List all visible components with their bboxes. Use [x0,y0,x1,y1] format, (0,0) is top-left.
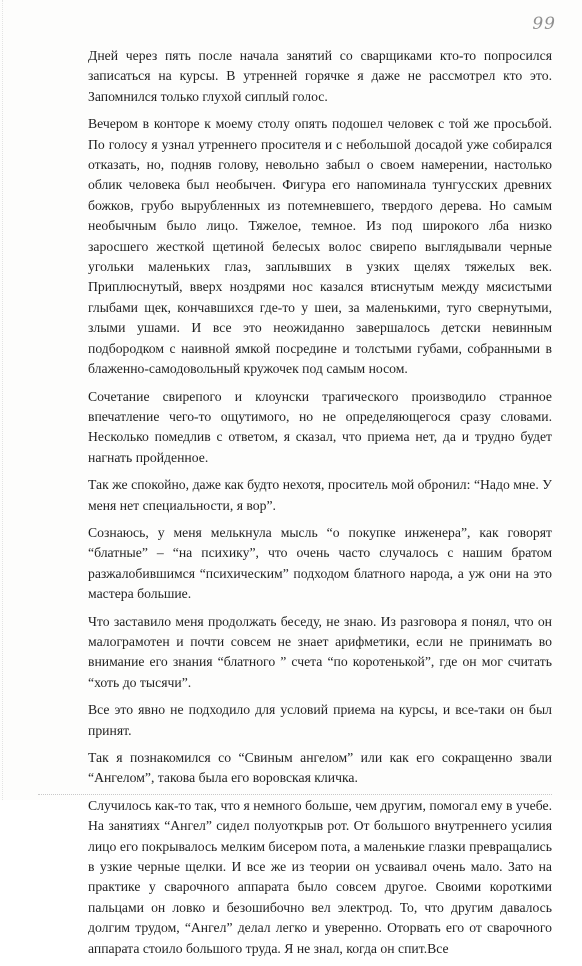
scan-edge-artifact [2,0,4,800]
document-body [88,46,552,966]
scan-bottom-edge [38,794,552,795]
paragraph-8: Так я познакомился со “Свиным ангелом” или как его сокращенно звали “Ангелом”, такова была его воровская кличка. [88,750,552,786]
paragraph-6: Что заставило меня продолжать беседу, не знаю. Из разговора я понял, что он малограмотен и почти совсем не знает арифметики, если не принимать во внимание его знания “блатного ” счета “по коротенькой”, где он мог считать “хоть до тысячи”. [88,613,552,690]
paragraph-7: Все это явно не подходило для условий приема на курсы, и все-таки он был принят. [88,702,552,738]
paragraph-4: Так же спокойно, даже как будто нехотя, проситель мой обронил: “Надо мне. У меня нет специальности, я вор”. [88,477,552,513]
page-number: 99 [532,14,556,34]
paragraph-9: Случилось как-то так, что я немного больше, чем другим, помогал ему в учебе. На занятиях “Ангел” сидел полуоткрыв рот. От большого внутреннего усилия лицо его покрывалось мелким бисером пота, а маленькие глазки превращались в узкие черные щелки. И все же из теории он усваивал очень мало. Зато на практике у сварочного аппарата было совсем другое. Своими короткими пальцами он ловко и безошибочно вел электрод. То, что другим давалось долгим трудом, “Ангел” делал легко и уверенно. Оторвать его от сварочного аппарата стоило большого труда. Я не знал, когда он спит.Все [88,797,552,956]
paragraph-5: Сознаюсь, у меня мелькнула мысль “о покупке инженера”, как говорят “блатные” – “на психику”, что очень часто случалось с нашим братом разжалобившимся “психическим” подходом блатного народа, а уж они на это мастера большие. [88,524,552,602]
paragraph-2: Вечером в конторе к моему столу опять подошел человек с той же просьбой. По голосу я узнал утреннего просителя и с небольшой досадой уже собирался отказать, но, подняв голову, невольно забыл о своем намерении, настолько облик человека был необычен. Фигура его напоминала тунгусских древних божков, грубо вырубленных из потемневшего, твердого дерева. Но самым необычным было лицо. Тяжелое, темное. Из под широкого лба низко заросшего жесткой щетиной белесых волос свирепо выглядывали черные угольки маленьких глаз, заплывших в узких щелях тяжелых век. Приплюснутый, вверх ноздрями нос казался втиснутым между мясистыми глыбами щек, кончавшихся где-то у шеи, за маленькими, туго свернутыми, злыми ушами. И все это неожиданно завершалось детски невинным подбородком с наивной ямкой посредине и толстыми губами, собранными в блаженно-самодовольный кружочек под самым носом. [88,116,552,377]
paragraph-1: Дней через пять после начала занятий со сварщиками кто-то попросился записаться на курсы. В утренней горячке я даже не рассмотрел кто это. Запомнился только глухой сиплый голос. [88,48,552,104]
paragraph-3: Сочетание свирепого и клоунски трагического производило странное впечатление чего-то ощутимого, но не определяющегося сразу словами. Несколько помедлив с ответом, я сказал, что приема нет, да и трудно будет нагнать пройденное. [88,388,552,465]
